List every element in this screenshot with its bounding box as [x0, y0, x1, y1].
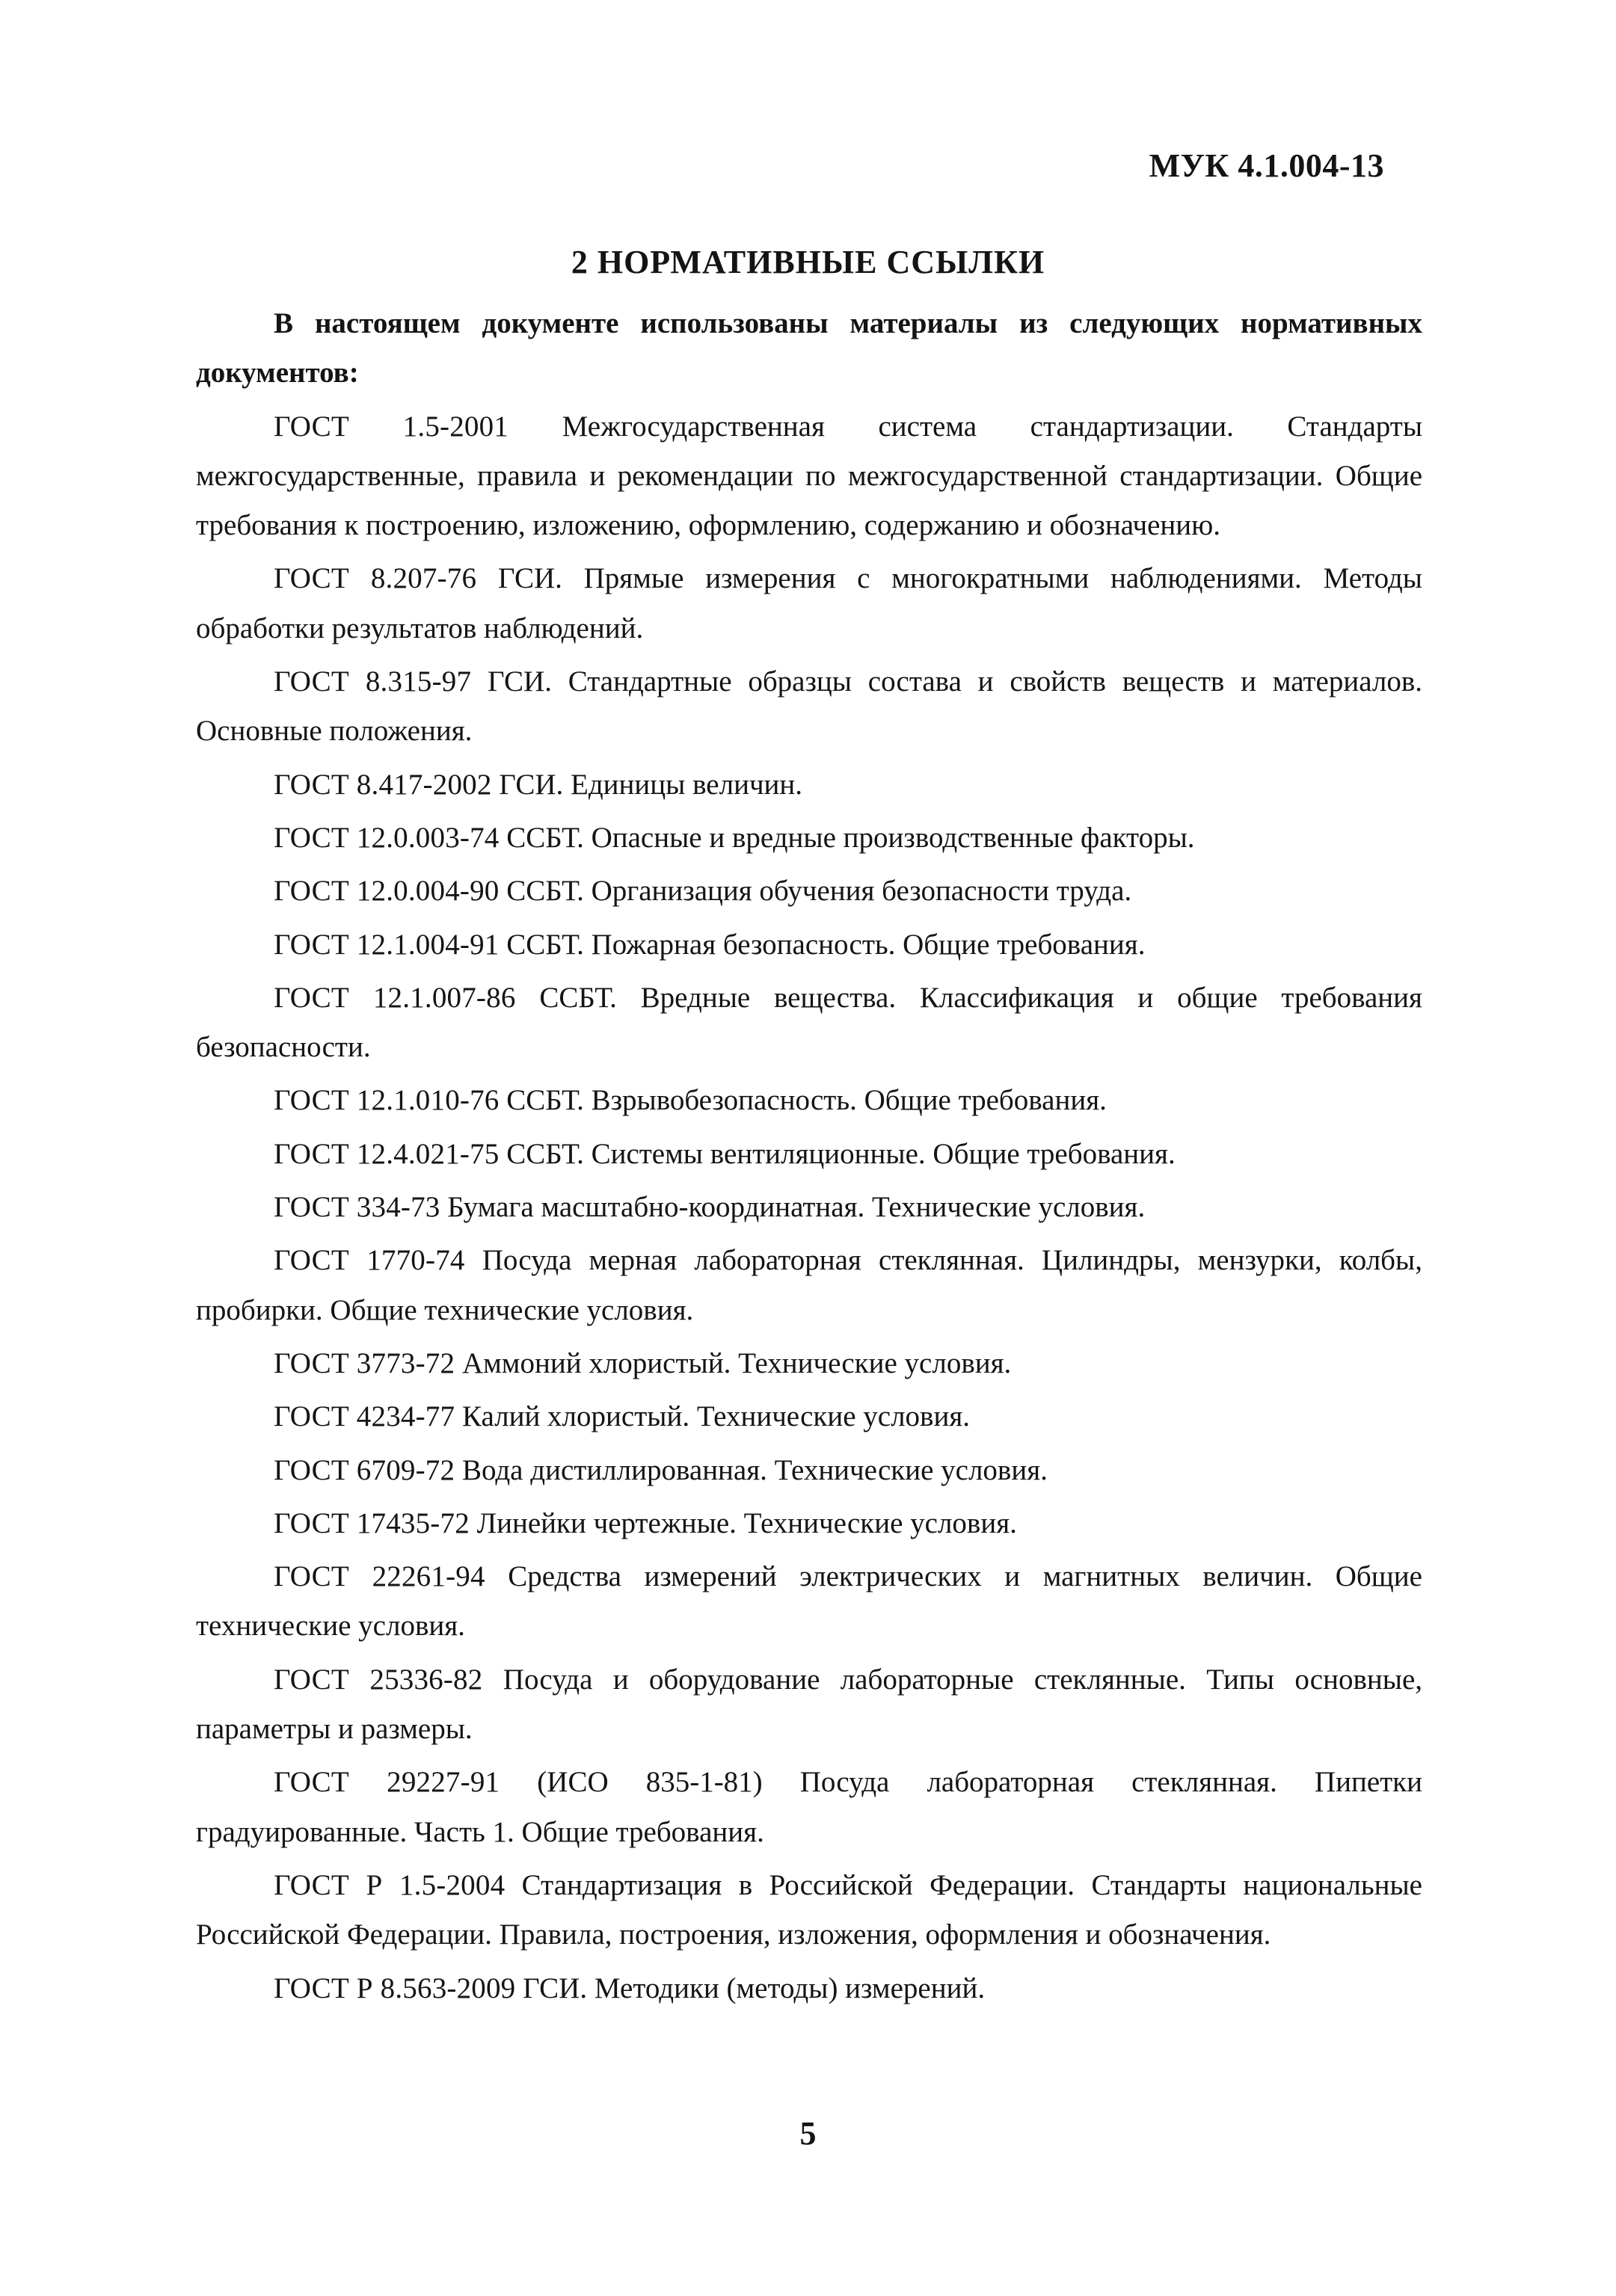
reference-item [196, 1446, 1422, 1495]
reference-title: ССБТ. Взрывобезопасность. Общие требования. [506, 1084, 1107, 1117]
reference-title: Межгосударственная система стандартизации. Стандарты межгосударственные, правила и рекомендации по межгосударственной стандартизации. Общие требования к построению, изложению, оформлению, содержанию и обозначению. [196, 410, 1423, 542]
reference-code: ГОСТ 17435-72 [274, 1506, 470, 1539]
reference-item [196, 760, 1422, 810]
reference-title: ССБТ. Пожарная безопасность. Общие требования. [506, 928, 1146, 961]
reference-title: Линейки чертежные. Технические условия. [476, 1506, 1017, 1539]
reference-title: Посуда и оборудование лабораторные стеклянные. Типы основные, параметры и размеры. [196, 1663, 1423, 1746]
reference-item [196, 867, 1422, 916]
reference-item [196, 1655, 1422, 1755]
reference-item [196, 1392, 1422, 1441]
reference-title: Вода дистиллированная. Технические условия. [461, 1453, 1048, 1486]
reference-code: ГОСТ 12.1.007-86 [274, 981, 516, 1014]
reference-title: Калий хлористый. Технические условия. [461, 1400, 971, 1433]
reference-title: ССБТ. Организация обучения безопасности труда. [506, 875, 1132, 908]
document-code: МУК 4.1.004-13 [1149, 147, 1384, 184]
reference-item [196, 1236, 1422, 1335]
reference-item [196, 1552, 1422, 1652]
reference-code: ГОСТ Р 8.563-2009 [274, 1972, 516, 2004]
reference-code: ГОСТ 334-73 [274, 1191, 440, 1224]
reference-code: ГОСТ 8.207-76 [274, 562, 477, 595]
reference-code: ГОСТ 1770-74 [274, 1244, 465, 1277]
reference-title: Стандартизация в Российской Федерации. Стандарты национальные Российской Федерации. Правила, построения, изложения, оформления и обозначения. [196, 1868, 1422, 1951]
reference-item [196, 1861, 1422, 1960]
reference-code: ГОСТ 12.0.004-90 [274, 875, 500, 908]
reference-code: ГОСТ Р 1.5-2004 [274, 1868, 506, 1901]
reference-item [196, 1758, 1422, 1857]
reference-item [196, 813, 1422, 863]
reference-code: ГОСТ 12.4.021-75 [274, 1137, 500, 1170]
section-title: 2 НОРМАТИВНЫЕ ССЫЛКИ [571, 244, 1045, 280]
reference-code: ГОСТ 6709-72 [274, 1453, 455, 1486]
reference-code: ГОСТ 29227-91 [274, 1766, 500, 1799]
reference-code: ГОСТ 8.417-2002 [274, 768, 492, 801]
reference-title: Бумага масштабно-координатная. Технические условия. [447, 1191, 1146, 1224]
reference-title: ССБТ. Системы вентиляционные. Общие требования. [506, 1137, 1176, 1170]
section-body [196, 299, 1422, 2017]
references-list [196, 402, 1422, 2013]
reference-title: ССБТ. Опасные и вредные производственные факторы. [506, 821, 1195, 854]
reference-item [196, 1183, 1422, 1232]
reference-item [196, 1076, 1422, 1125]
reference-item [196, 973, 1422, 1073]
reference-item [196, 657, 1422, 757]
reference-title: Средства измерений электрических и магнитных величин. Общие технические условия. [196, 1560, 1422, 1643]
reference-code: ГОСТ 8.315-97 [274, 665, 472, 698]
reference-item [196, 554, 1422, 653]
reference-code: ГОСТ 1.5-2001 [274, 410, 509, 443]
reference-item [196, 1339, 1422, 1388]
reference-title: ГСИ. Прямые измерения с многократными наблюдениями. Методы обработки результатов наблюдений. [196, 562, 1422, 644]
reference-title: Посуда мерная лабораторная стеклянная. Цилиндры, мензурки, колбы, пробирки. Общие технические условия. [196, 1244, 1422, 1326]
reference-code: ГОСТ 12.1.010-76 [274, 1084, 500, 1117]
reference-title: Аммоний хлористый. Технические условия. [461, 1346, 1012, 1379]
reference-title: ГСИ. Методики (методы) измерений. [523, 1972, 986, 2004]
reference-item [196, 1964, 1422, 2013]
reference-item [196, 1499, 1422, 1548]
reference-code: ГОСТ 3773-72 [274, 1346, 455, 1379]
reference-code: ГОСТ 25336-82 [274, 1663, 483, 1696]
reference-code: ГОСТ 12.1.004-91 [274, 928, 500, 961]
reference-title: ССБТ. Вредные вещества. Классификация и общие требования безопасности. [196, 981, 1422, 1064]
reference-title: ГСИ. Стандартные образцы состава и свойств веществ и материалов. Основные положения. [196, 665, 1423, 748]
intro-paragraph: В настоящем документе использованы материалы из следующих нормативных документов: [196, 307, 1422, 390]
reference-code: ГОСТ 12.0.003-74 [274, 821, 500, 854]
reference-code: ГОСТ 22261-94 [274, 1560, 485, 1593]
page-number: 5 [799, 2115, 817, 2152]
reference-code: ГОСТ 4234-77 [274, 1400, 455, 1433]
reference-title: (ИСО 835-1-81) Посуда лабораторная стеклянная. Пипетки градуированные. Часть 1. Общие требования. [196, 1766, 1422, 1848]
reference-item [196, 402, 1422, 551]
reference-title: ГСИ. Единицы величин. [499, 768, 803, 801]
reference-item [196, 1130, 1422, 1179]
reference-item [196, 920, 1422, 970]
